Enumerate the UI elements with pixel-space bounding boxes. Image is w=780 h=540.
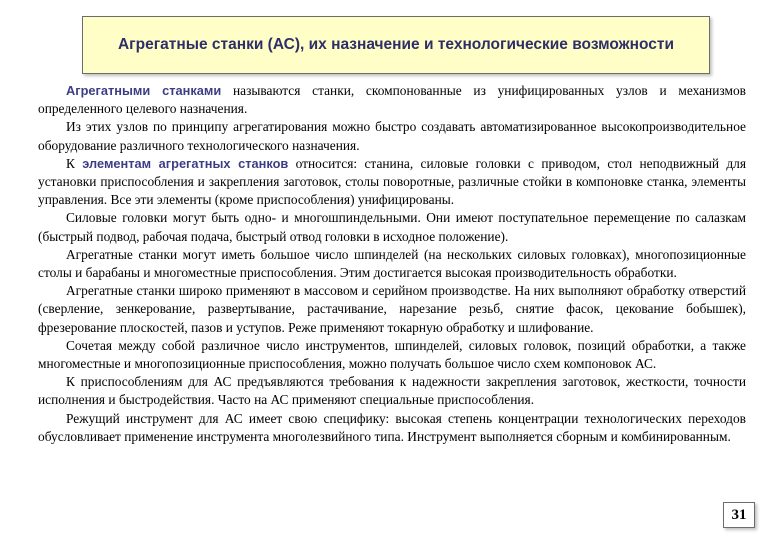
paragraph-spindles [38, 246, 746, 282]
paragraph-elements [38, 155, 746, 210]
body-text [38, 82, 746, 446]
paragraph-power-heads [38, 209, 746, 245]
paragraph-applications [38, 282, 746, 337]
title-box [82, 16, 710, 74]
paragraph-text: Силовые головки могут быть одно- и многошпиндельными. Они имеют поступательное перемещение по салазкам (быстрый подвод, рабочая подача, быстрый отвод головки в исходное положение). [38, 210, 746, 244]
paragraph-prefix: К [66, 155, 83, 171]
paragraph-text: Агрегатные станки широко применяют в массовом и серийном производстве. На них выполняют обработку отверстий (сверление, зенкерование, развертывание, растачивание, нарезание резьб, снятие фасок, цекование бобышек), фрезерование плоскостей, пазов и уступов. Реже применяют токарную обработку и шлифование. [38, 283, 746, 335]
paragraph-definition [38, 82, 746, 118]
page-number: 31 [731, 506, 747, 523]
slide-title: Агрегатные станки (АС), их назначение и технологические возможности [117, 36, 675, 53]
page-number-box [723, 502, 755, 528]
paragraph-text: Сочетая между собой различное число инструментов, шпинделей, силовых головок, позиций обработки, а также многоместные и многопозиционные приспособления, можно получать большое число схем компоновок АС. [38, 337, 746, 372]
paragraph-text: Агрегатные станки могут иметь большое число шпинделей (на нескольких силовых головках), многопозиционные столы и барабаны и многоместные приспособления. Этим достигается высокая производительность обработки. [38, 246, 746, 281]
paragraph-text: Из этих узлов по принципу агрегатирования можно быстро создавать автоматизированное высокопроизводительное оборудование различного технологического назначения. [38, 119, 746, 153]
term-machine-elements: элементам агрегатных станков [82, 155, 289, 171]
paragraph-text: Режущий инструмент для АС имеет свою специфику: высокая степень концентрации технологических переходов обусловливает применение инструмента многолезвийного типа. Инструмент выполняется сборным и комбинированным. [38, 410, 746, 444]
paragraph-cutting-tools [38, 410, 746, 446]
paragraph-text: относится: станина, силовые головки с приводом, стол неподвижный для установки приспособления и закрепления заготовок, столы поворотные, различные стойки в компоновке станка, элементы управления. Все эти элементы (кроме приспособления) унифицированы. [38, 155, 746, 208]
term-aggregate-machines: Агрегатными станками [66, 83, 222, 98]
paragraph-units [38, 118, 746, 154]
paragraph-fixtures [38, 373, 746, 409]
paragraph-text: К приспособлениям для АС предъявляются требования к надежности закрепления заготовок, жесткости, точности исполнения и быстродействия. Часто на АС применяют специальные приспособления. [38, 374, 746, 408]
paragraph-text: называются станки, скомпонованные из унифицированных узлов и механизмов определенного целевого назначения. [38, 83, 746, 117]
paragraph-layouts [38, 337, 746, 373]
